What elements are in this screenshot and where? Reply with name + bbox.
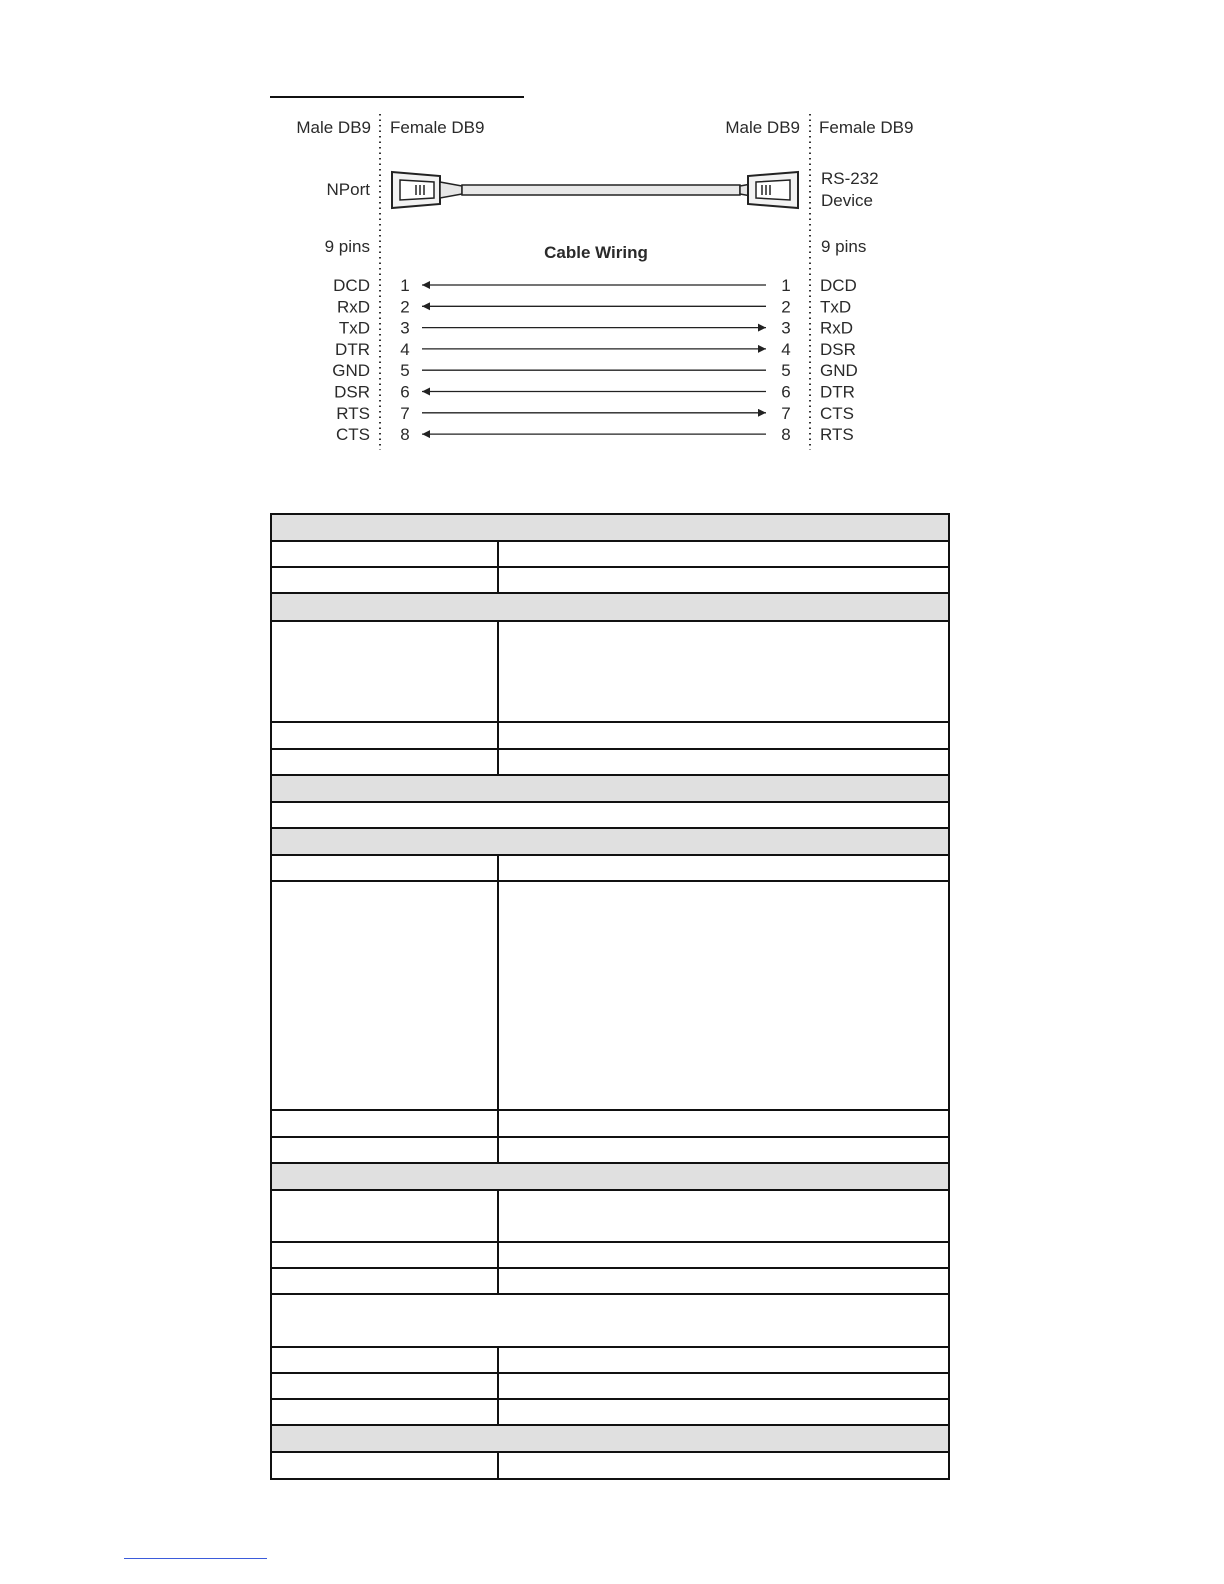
left-pin-number: 4: [400, 339, 410, 359]
db9-cable-icon: [392, 172, 798, 208]
right-signal-label: CTS: [820, 403, 854, 423]
table-row: [271, 881, 949, 1110]
left-pin-number: 8: [400, 425, 410, 445]
right-pin-number: 3: [781, 318, 791, 338]
table-section-header: [271, 514, 949, 541]
right-signal-label: GND: [820, 361, 858, 381]
right-signal-label: RxD: [820, 318, 854, 338]
right-pin-number: 2: [781, 297, 791, 317]
left-signal-label: RxD: [336, 297, 370, 317]
table-row: [271, 722, 949, 749]
right-signal-label: DTR: [820, 382, 855, 402]
right-header-male: Male DB9: [725, 118, 800, 137]
left-device-label: NPort: [326, 180, 370, 199]
left-pin-number: 1: [400, 276, 410, 295]
table-section-header: [271, 775, 949, 802]
left-signal-label: TxD: [338, 318, 370, 338]
footer-link-underline: [124, 1558, 267, 1559]
right-device-label-1: RS-232: [821, 169, 879, 188]
table-row: [271, 1373, 949, 1399]
left-pin-number: 3: [400, 318, 410, 338]
table-full-row: [271, 802, 949, 828]
table-row: [271, 1242, 949, 1268]
left-header-female: Female DB9: [390, 118, 485, 137]
table-row: [271, 567, 949, 593]
table-row: [271, 1399, 949, 1425]
table-row: [271, 1137, 949, 1163]
table-row: [271, 1190, 949, 1242]
cable-wiring-diagram: [0, 0, 1224, 470]
table-row: [271, 749, 949, 775]
table-row: [271, 541, 949, 567]
wiring-rows: [332, 276, 858, 444]
table-row: [271, 621, 949, 722]
table-row: [271, 1452, 949, 1479]
wiring-row: [332, 361, 858, 380]
right-pin-number: 1: [781, 276, 791, 295]
table-section-header: [271, 828, 949, 855]
left-signal-label: DTR: [335, 339, 370, 359]
left-signal-label: GND: [332, 361, 370, 381]
left-header-male: Male DB9: [296, 118, 371, 137]
left-pins-label: 9 pins: [324, 237, 370, 256]
right-pin-number: 7: [781, 403, 791, 423]
table-section-header: [271, 1163, 949, 1190]
wiring-row: [335, 340, 856, 359]
wiring-row: [334, 383, 855, 402]
wiring-row: [336, 404, 854, 423]
right-header-female: Female DB9: [819, 118, 914, 137]
left-pin-number: 6: [400, 382, 410, 402]
specifications-table: [270, 513, 950, 1480]
table-row: [271, 1347, 949, 1373]
left-signal-label: DSR: [334, 382, 370, 402]
right-pin-number: 8: [781, 425, 791, 445]
wiring-row: [336, 425, 854, 444]
right-signal-label: DSR: [820, 339, 856, 359]
wiring-row: [337, 297, 851, 316]
left-signal-label: CTS: [336, 425, 370, 445]
right-signal-label: TxD: [820, 297, 852, 317]
right-signal-label: RTS: [820, 425, 854, 445]
left-pin-number: 2: [400, 297, 410, 317]
left-pin-number: 7: [400, 403, 410, 423]
right-signal-label: DCD: [820, 276, 857, 295]
table-section-header: [271, 593, 949, 621]
right-device-label-2: Device: [821, 191, 873, 210]
table-row: [271, 1268, 949, 1294]
left-signal-label: DCD: [333, 276, 370, 295]
left-signal-label: RTS: [336, 403, 370, 423]
left-pin-number: 5: [400, 361, 410, 381]
right-pin-number: 4: [781, 339, 791, 359]
table-section-header: [271, 1425, 949, 1452]
wiring-row: [333, 276, 857, 295]
diagram-title: Cable Wiring: [544, 243, 648, 262]
table-row: [271, 855, 949, 881]
right-pins-label: 9 pins: [821, 237, 867, 256]
right-pin-number: 5: [781, 361, 791, 381]
wiring-row: [339, 319, 853, 338]
right-pin-number: 6: [781, 382, 791, 402]
table-row: [271, 1110, 949, 1137]
table-full-row: [271, 1294, 949, 1347]
